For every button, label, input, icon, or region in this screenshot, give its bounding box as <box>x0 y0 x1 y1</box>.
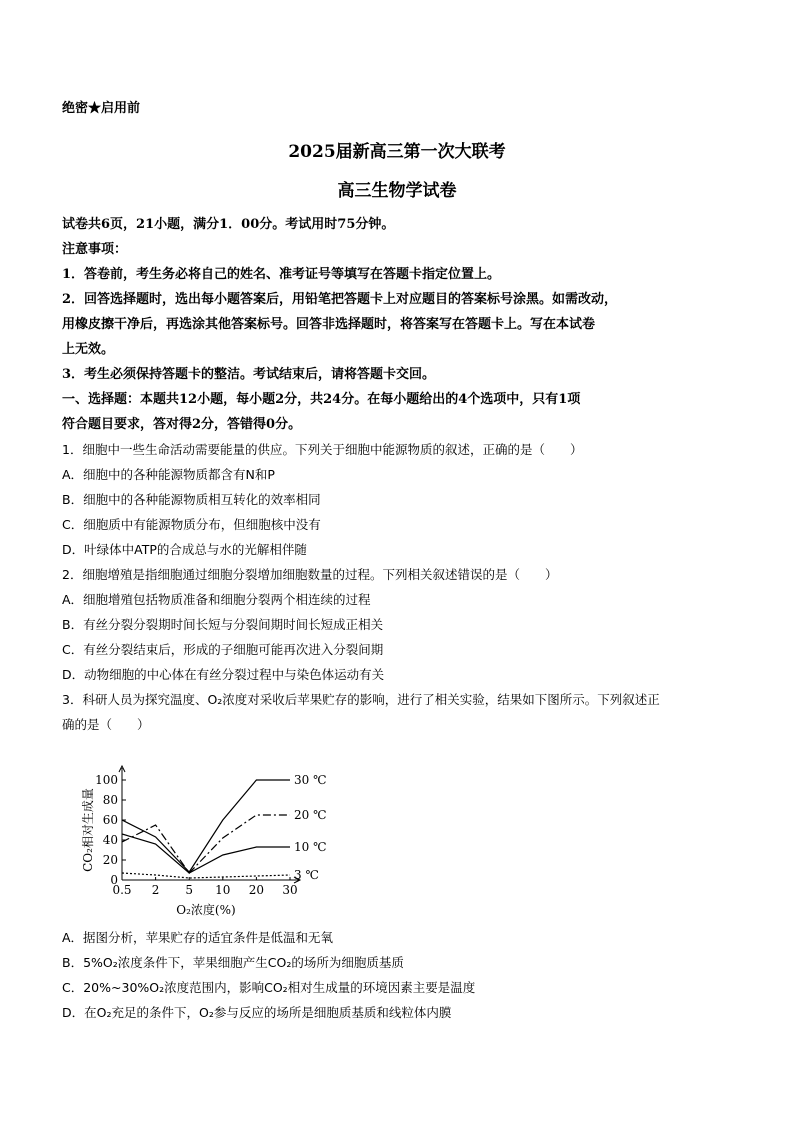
chart-axes <box>95 766 300 897</box>
q2-option-a: A．细胞增殖包括物质准备和细胞分裂两个相连续的过程 <box>62 592 371 607</box>
x-tick-label: 30 <box>282 883 298 897</box>
y-tick-label: 60 <box>102 813 118 827</box>
series-line-2 <box>122 834 290 873</box>
series-label-3: 3 ℃ <box>294 868 319 882</box>
notice-2-line1: 2．回答选择题时，选出每小题答案后，用铅笔把答题卡上对应题目的答案标号涂黑。如需改动， <box>62 292 618 307</box>
series-line-0 <box>122 780 290 872</box>
q1-option-b: B．细胞中的各种能源物质相互转化的效率相同 <box>62 492 321 507</box>
q3-stem-line2: 确的是（ ） <box>62 717 150 732</box>
x-axis-label: O₂浓度(%) <box>176 903 236 917</box>
co2-chart <box>72 762 342 922</box>
x-tick-label: 20 <box>248 883 265 897</box>
q1-option-d: D．叶绿体中ATP的合成总与水的光解相伴随 <box>62 542 307 557</box>
q3-option-a: A．据图分析，苹果贮存的适宜条件是低温和无氧 <box>62 930 334 945</box>
series-line-3 <box>122 873 290 878</box>
y-tick-label: 0 <box>110 873 118 887</box>
q2-option-d: D．动物细胞的中心体在有丝分裂过程中与染色体运动有关 <box>62 667 385 682</box>
q2-option-c: C．有丝分裂结束后，形成的子细胞可能再次进入分裂间期 <box>62 642 384 657</box>
series-label-2: 10 ℃ <box>294 840 327 854</box>
q3-stem-line1: 3．科研人员为探究温度、O₂浓度对采收后苹果贮存的影响，进行了相关实验，结果如下图所示。下列叙述正 <box>62 692 660 707</box>
notice-3: 3．考生必须保持答题卡的整洁。考试结束后，请将答题卡交回。 <box>62 367 436 382</box>
y-axis-label: CO₂相对生成量 <box>81 788 95 872</box>
series-label-0: 30 ℃ <box>294 773 327 787</box>
y-tick-label: 80 <box>102 793 118 807</box>
q3-option-b: B．5%O₂浓度条件下，苹果细胞产生CO₂的场所为细胞质基质 <box>62 955 404 970</box>
series-label-1: 20 ℃ <box>294 808 327 822</box>
y-tick-label: 100 <box>95 773 118 787</box>
section-heading-line1: 一、选择题：本题共12小题，每小题2分，共24分。在每小题给出的4个选项中，只有1项 <box>62 392 581 407</box>
section-heading-line2: 符合题目要求，答对得2分，答错得0分。 <box>62 417 302 432</box>
notice-title: 注意事项： <box>62 242 128 257</box>
notice-2-line2: 用橡皮擦干净后，再选涂其他答案标号。回答非选择题时，将答案写在答题卡上。写在本试卷 <box>62 317 596 332</box>
y-tick-label: 20 <box>102 853 118 867</box>
exam-info: 试卷共6页，21小题，满分1．00分。考试用时75分钟。 <box>62 217 395 232</box>
x-tick-label: 2 <box>151 883 160 897</box>
notice-1: 1．答卷前，考生务必将自己的姓名、准考证号等填写在答题卡指定位置上。 <box>62 267 501 282</box>
secret-label: 绝密★启用前 <box>62 101 141 116</box>
chart-series <box>122 780 290 878</box>
notice-2-line3: 上无效。 <box>62 342 115 357</box>
q3-option-d: D．在O₂充足的条件下，O₂参与反应的场所是细胞质基质和线粒体内膜 <box>62 1005 452 1020</box>
exam-title: 2025届新高三第一次大联考 <box>288 142 506 162</box>
q2-stem: 2．细胞增殖是指细胞通过细胞分裂增加细胞数量的过程。下列相关叙述错误的是（ ） <box>62 567 558 582</box>
q3-option-c: C．20%~30%O₂浓度范围内，影响CO₂相对生成量的环境因素主要是温度 <box>62 980 476 995</box>
q1-option-c: C．细胞质中有能源物质分布，但细胞核中没有 <box>62 517 321 532</box>
y-tick-label: 40 <box>102 833 118 847</box>
x-tick-label: 10 <box>215 883 231 897</box>
q2-option-b: B．有丝分裂分裂期时间长短与分裂间期时间长短成正相关 <box>62 617 384 632</box>
x-tick-label: 5 <box>185 883 194 897</box>
q1-stem: 1．细胞中一些生命活动需要能量的供应。下列关于细胞中能源物质的叙述，正确的是（ ） <box>62 442 583 457</box>
exam-subtitle: 高三生物学试卷 <box>337 181 457 201</box>
q1-option-a: A．细胞中的各种能源物质都含有N和P <box>62 467 275 482</box>
x-tick-label: 0.5 <box>112 883 132 897</box>
